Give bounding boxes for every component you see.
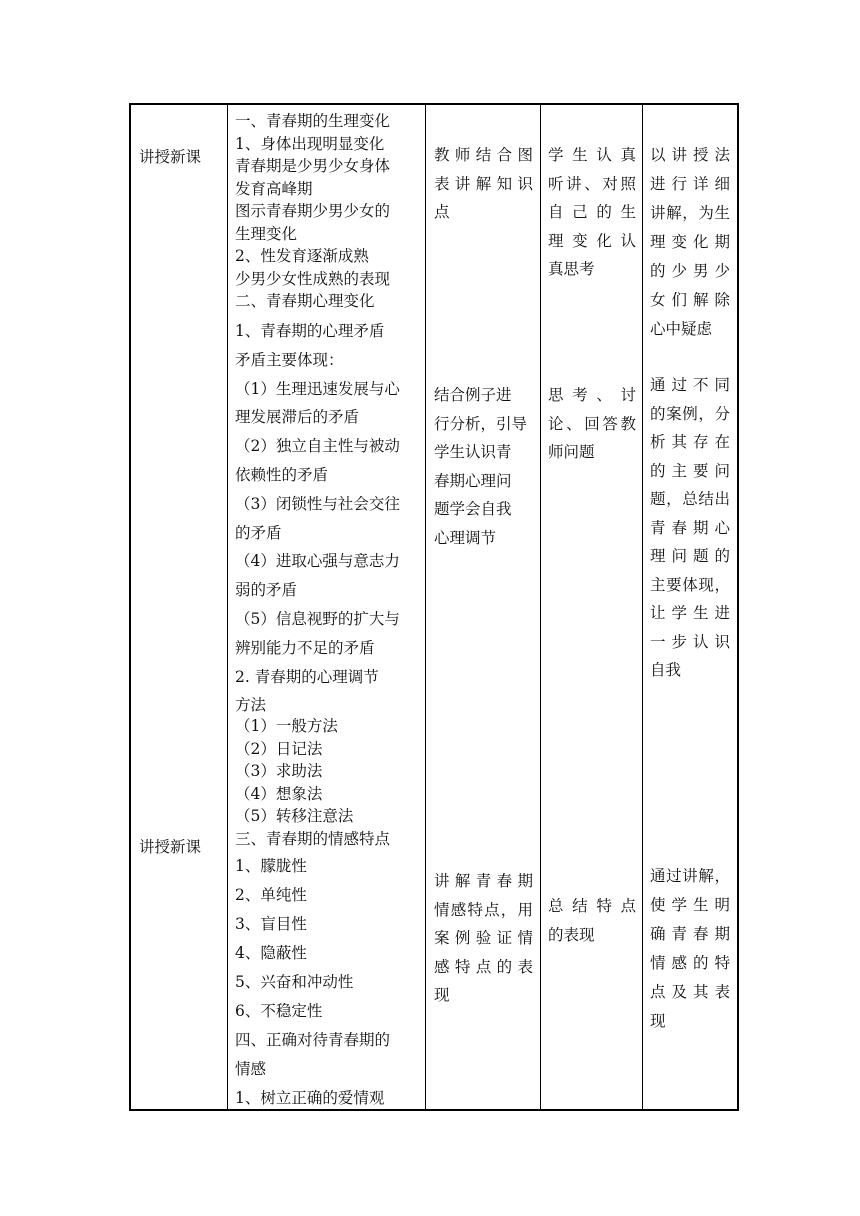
content-line: （2）日记法 bbox=[235, 739, 323, 758]
teacher-activity bbox=[434, 867, 533, 1010]
content-line: 四、正确对待青春期的 bbox=[235, 1031, 391, 1049]
intent-line: 让学生进 bbox=[650, 604, 730, 622]
teacher-line: 案例验证情 bbox=[434, 929, 533, 947]
content-line: 1、青春期的心理矛盾 bbox=[235, 322, 385, 340]
content-line: 的矛盾 bbox=[235, 523, 282, 542]
teacher-line: 现 bbox=[434, 986, 450, 1004]
content-line: 发育高峰期 bbox=[235, 179, 313, 198]
intent-line: 通过不同 bbox=[650, 376, 730, 394]
student-line: 的表现 bbox=[548, 925, 595, 944]
content-line: 1、朦胧性 bbox=[235, 857, 307, 875]
intent-line: 的主要问 bbox=[650, 461, 730, 480]
student-activity bbox=[548, 141, 636, 284]
content-line: （1）生理迅速发展与心 bbox=[235, 379, 400, 398]
design-intent bbox=[650, 862, 730, 1036]
column-divider bbox=[425, 105, 426, 1109]
content-line: 方法 bbox=[235, 696, 267, 715]
intent-line: 现 bbox=[650, 1012, 666, 1030]
intent-line: 析其存在 bbox=[650, 433, 730, 451]
teacher-line: 心理调节 bbox=[434, 528, 497, 547]
content-line: 二、青春期心理变化 bbox=[235, 292, 375, 310]
intent-line: 讲解，为生 bbox=[650, 204, 730, 222]
intent-line: 的少男少 bbox=[650, 262, 730, 280]
content-block bbox=[235, 852, 390, 1113]
intent-line: 心中疑虑 bbox=[650, 320, 713, 338]
content-line: （4）想象法 bbox=[235, 784, 323, 803]
teacher-line: 结合例子进 bbox=[434, 386, 512, 404]
intent-line: 确青春期 bbox=[650, 925, 730, 943]
content-line: 5、兴奋和冲动性 bbox=[235, 973, 354, 991]
teacher-line: 行分析，引导 bbox=[434, 414, 528, 433]
student-activity bbox=[548, 381, 636, 467]
content-line: 1、身体出现明显变化 bbox=[235, 134, 385, 153]
stage-label: 讲授新课 bbox=[139, 838, 202, 856]
content-line: 辨别能力不足的矛盾 bbox=[235, 638, 375, 657]
content-line: 三、青春期的情感特点 bbox=[235, 829, 391, 848]
content-line: 1、树立正确的爱情观 bbox=[235, 1089, 385, 1107]
teacher-line: 教师结合图 bbox=[434, 146, 533, 164]
teacher-activity bbox=[434, 141, 533, 227]
student-line: 思考、讨 bbox=[548, 386, 636, 404]
column-divider bbox=[540, 105, 541, 1109]
student-line: 自己的生 bbox=[548, 203, 636, 221]
content-line: 生理变化 bbox=[235, 224, 298, 243]
intent-line: 一步认识 bbox=[650, 632, 730, 651]
intent-line: 理问题的 bbox=[650, 547, 730, 565]
content-line: 3、盲目性 bbox=[235, 915, 307, 933]
intent-line: 点及其表 bbox=[650, 983, 730, 1001]
intent-line: 以讲授法 bbox=[650, 146, 730, 164]
content-line: 一、青春期的生理变化 bbox=[235, 112, 391, 130]
content-line: （5）信息视野的扩大与 bbox=[235, 609, 400, 628]
intent-line: 进行详细 bbox=[650, 175, 730, 193]
content-line: 2、单纯性 bbox=[235, 886, 307, 904]
content-line: 青春期是少男少女身体 bbox=[235, 157, 391, 175]
intent-line: 的案例，分 bbox=[650, 404, 730, 423]
intent-line: 主要体现， bbox=[650, 575, 730, 594]
student-line: 学生认真 bbox=[548, 146, 636, 164]
intent-line: 使学生明 bbox=[650, 896, 730, 914]
intent-line: 通过讲解， bbox=[650, 867, 730, 885]
content-block bbox=[235, 110, 390, 313]
content-line: 理发展滞后的矛盾 bbox=[235, 408, 360, 427]
teacher-line: 春期心理问 bbox=[434, 471, 512, 490]
teacher-line: 讲解青春期 bbox=[434, 872, 533, 890]
teacher-line: 学生认识青 bbox=[434, 443, 512, 461]
teacher-line: 题学会自我 bbox=[434, 500, 512, 518]
teacher-line: 点 bbox=[434, 203, 450, 221]
content-line: （4）进取心强与意志力 bbox=[235, 552, 400, 571]
student-line: 听讲、对照 bbox=[548, 174, 636, 193]
teacher-line: 表讲解知识 bbox=[434, 174, 533, 193]
content-line: （2）独立自主性与被动 bbox=[235, 437, 400, 456]
student-activity bbox=[548, 892, 636, 949]
student-line: 论、回答教 bbox=[548, 414, 636, 433]
intent-line: 情感的特 bbox=[650, 954, 730, 972]
content-line: 2. 青春期的心理调节 bbox=[235, 667, 379, 686]
student-line: 师问题 bbox=[548, 443, 595, 461]
column-divider bbox=[227, 105, 228, 1109]
content-line: （1）一般方法 bbox=[235, 717, 338, 735]
teacher-line: 感特点的表 bbox=[434, 957, 533, 976]
intent-line: 理变化期 bbox=[650, 233, 730, 251]
content-line: 6、不稳定性 bbox=[235, 1002, 323, 1020]
content-line: 矛盾主要体现： bbox=[235, 350, 344, 369]
intent-line: 女们解除 bbox=[650, 291, 730, 309]
content-line: 少男少女性成熟的表现 bbox=[235, 269, 391, 288]
content-line: （5）转移注意法 bbox=[235, 807, 354, 826]
content-block bbox=[235, 317, 400, 720]
content-line: 情感 bbox=[235, 1060, 267, 1078]
design-intent bbox=[650, 141, 730, 344]
student-line: 真思考 bbox=[548, 260, 595, 278]
lesson-plan-table bbox=[129, 103, 739, 1111]
content-block bbox=[235, 715, 390, 851]
content-line: （3）求助法 bbox=[235, 762, 323, 781]
teacher-line: 情感特点，用 bbox=[434, 900, 533, 919]
column-divider bbox=[642, 105, 643, 1109]
intent-line: 青春期心 bbox=[650, 518, 730, 537]
intent-line: 题，总结出 bbox=[650, 490, 730, 508]
student-line: 总结特点 bbox=[548, 897, 636, 915]
content-line: 2、性发育逐渐成熟 bbox=[235, 247, 369, 265]
content-line: 依赖性的矛盾 bbox=[235, 465, 329, 484]
teacher-activity bbox=[434, 381, 527, 552]
intent-line: 自我 bbox=[650, 661, 682, 679]
content-line: 弱的矛盾 bbox=[235, 581, 298, 600]
student-line: 理变化认 bbox=[548, 231, 636, 250]
content-line: 4、隐蔽性 bbox=[235, 944, 307, 962]
stage-label: 讲授新课 bbox=[139, 148, 202, 166]
design-intent bbox=[650, 371, 730, 685]
content-line: 图示青春期少男少女的 bbox=[235, 202, 391, 220]
content-line: （3）闭锁性与社会交往 bbox=[235, 494, 400, 513]
